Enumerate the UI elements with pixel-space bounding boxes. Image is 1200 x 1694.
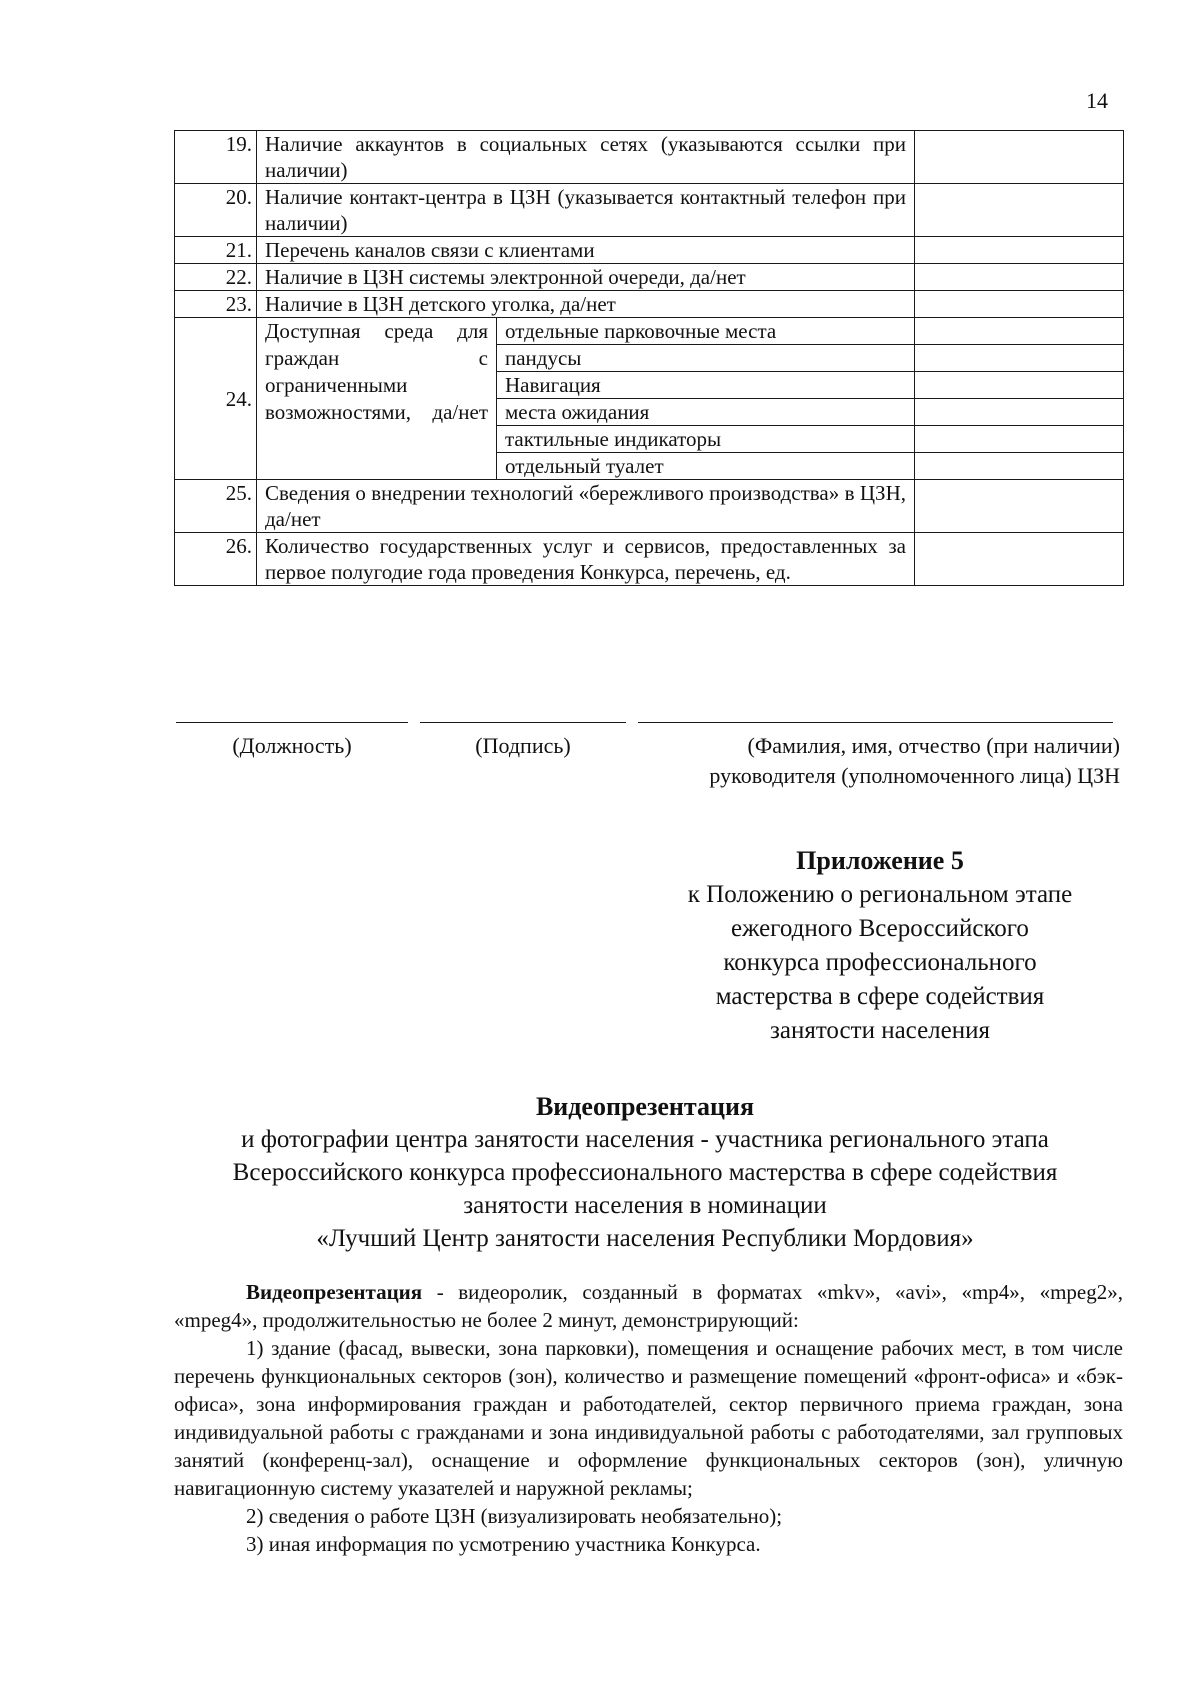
row-number: 26. xyxy=(175,533,257,586)
table-row xyxy=(175,533,1124,586)
section-heading xyxy=(160,1090,1130,1255)
row-value-cell xyxy=(915,291,1124,318)
table-row xyxy=(175,291,1124,318)
row-text: Наличие в ЦЗН детского уголка, да/нет xyxy=(257,291,915,318)
accessibility-label: Доступная среда для граждан с ограниченными возможностями, да/нет xyxy=(257,318,497,480)
row-value-cell xyxy=(915,184,1124,237)
row-value-cell xyxy=(915,264,1124,291)
page-number: 14 xyxy=(1086,88,1108,113)
row-value-cell xyxy=(915,453,1124,480)
table-row xyxy=(175,237,1124,264)
accessibility-subitem: пандусы xyxy=(497,345,915,372)
lead-term: Видеопрезентация xyxy=(246,1280,423,1304)
table-row xyxy=(175,184,1124,237)
name-label-line2: руководителя (уполномоченного лица) ЦЗН xyxy=(709,763,1120,788)
heading-line: Всероссийского конкурса профессионального мастерства в сфере содействия xyxy=(232,1159,1058,1186)
row-number: 23. xyxy=(175,291,257,318)
row-number: 24. xyxy=(175,318,257,480)
list-item: 1) здание (фасад, вывески, зона парковки), помещения и оснащение рабочих мест, в том числе перечень функциональных секторов (зон), количество и размещение помещений «фронт-офиса» и «бэк-офиса», зона информирования граждан и работодателей, сектор первичного приема граждан, зона индивидуальной работы с гражданами и зона индивидуальной работы с работодателями, зал групповых занятий (конференц-зал), оснащение и оформление функциональных секторов (зон), уличную навигационную систему указателей и наружной рекламы; xyxy=(174,1336,1123,1500)
accessibility-subitem: отдельный туалет xyxy=(497,453,915,480)
row-number: 19. xyxy=(175,131,257,184)
row-value-cell xyxy=(915,237,1124,264)
row-value-cell xyxy=(915,426,1124,453)
signature-line xyxy=(420,722,626,723)
appendix-line: мастерства в сфере содействия xyxy=(715,983,1045,1010)
name-signature-line xyxy=(638,722,1113,723)
table-row xyxy=(175,264,1124,291)
appendix-title: Приложение 5 xyxy=(796,846,964,875)
accessibility-subitem: Навигация xyxy=(497,372,915,399)
row-text: Количество государственных услуг и сервисов, предоставленных за первое полугодие года проведения Конкурса, перечень, ед. xyxy=(257,533,915,586)
table-row xyxy=(175,318,1124,345)
row-value-cell xyxy=(915,533,1124,586)
row-number: 22. xyxy=(175,264,257,291)
row-number: 21. xyxy=(175,237,257,264)
name-label-line1: (Фамилия, имя, отчество (при наличии) xyxy=(747,733,1120,758)
row-number: 20. xyxy=(175,184,257,237)
heading-line: «Лучший Центр занятости населения Республики Мордовия» xyxy=(316,1225,974,1252)
row-text: Наличие аккаунтов в социальных сетях (указываются ссылки при наличии) xyxy=(257,131,915,184)
position-signature-line xyxy=(176,722,408,723)
row-text: Наличие в ЦЗН системы электронной очереди, да/нет xyxy=(257,264,915,291)
criteria-table xyxy=(174,130,1124,586)
row-value-cell xyxy=(915,131,1124,184)
table-row xyxy=(175,480,1124,533)
row-value-cell xyxy=(915,318,1124,345)
appendix-line: к Положению о региональном этапе xyxy=(687,881,1073,908)
list-item: 3) иная информация по усмотрению участника Конкурса. xyxy=(246,1532,761,1556)
row-text: Перечень каналов связи с клиентами xyxy=(257,237,915,264)
accessibility-subitem: тактильные индикаторы xyxy=(497,426,915,453)
heading-title: Видеопрезентация xyxy=(535,1092,755,1121)
row-value-cell xyxy=(915,372,1124,399)
appendix-line: занятости населения xyxy=(769,1017,991,1044)
list-item: 2) сведения о работе ЦЗН (визуализировать необязательно); xyxy=(246,1504,783,1528)
heading-line: занятости населения в номинации xyxy=(463,1192,827,1219)
accessibility-subitem: отдельные парковочные места xyxy=(497,318,915,345)
appendix-line: ежегодного Всероссийского xyxy=(731,915,1029,942)
signature-label: (Подпись) xyxy=(475,733,571,758)
position-label: (Должность) xyxy=(232,733,352,758)
lead-paragraph xyxy=(174,1278,1123,1334)
row-value-cell xyxy=(915,345,1124,372)
row-text: Сведения о внедрении технологий «бережливого производства» в ЦЗН, да/нет xyxy=(257,480,915,533)
row-value-cell xyxy=(915,399,1124,426)
table-row xyxy=(175,131,1124,184)
appendix-block xyxy=(640,844,1120,1048)
heading-line: и фотографии центра занятости населения - участника регионального этапа xyxy=(241,1126,1049,1153)
row-number: 25. xyxy=(175,480,257,533)
appendix-line: конкурса профессионального xyxy=(723,949,1037,976)
row-text: Наличие контакт-центра в ЦЗН (указывается контактный телефон при наличии) xyxy=(257,184,915,237)
row-value-cell xyxy=(915,480,1124,533)
lead-rest: - видеоролик, созданный в форматах «mkv», «avi», «mp4», «mpeg2», «mpeg4», продолжительностью не более 2 минут, демонстрирующий: xyxy=(174,1280,1123,1332)
body-text xyxy=(174,1278,1123,1558)
accessibility-subitem: места ожидания xyxy=(497,399,915,426)
